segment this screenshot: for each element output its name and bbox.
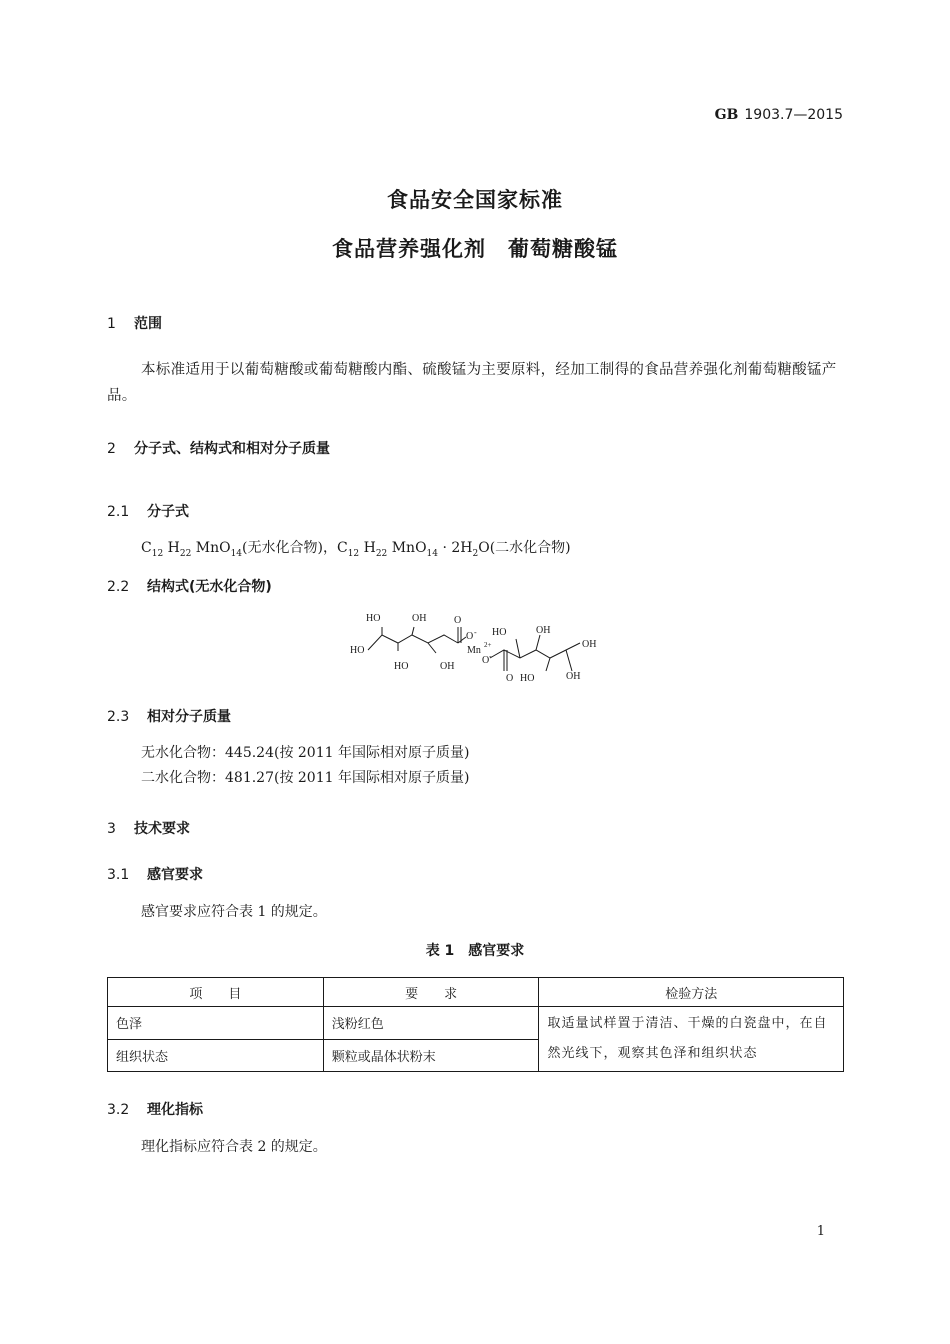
section-title: 理化指标 bbox=[147, 1102, 203, 1118]
atom-label: OH bbox=[566, 671, 581, 682]
section-title: 范围 bbox=[134, 316, 162, 332]
atom-label: HO bbox=[366, 613, 381, 624]
column-header-method: 检验方法 bbox=[539, 978, 844, 1007]
section-1-heading bbox=[107, 313, 162, 333]
section-number: 1 bbox=[107, 316, 116, 332]
section-title: 分子式、结构式和相对分子质量 bbox=[134, 441, 330, 457]
section-title: 结构式(无水化合物) bbox=[147, 579, 272, 595]
standard-number bbox=[715, 107, 843, 123]
structure-labels bbox=[350, 613, 596, 684]
section-2-1-heading bbox=[107, 501, 189, 521]
column-header-requirement: 要 求 bbox=[323, 978, 539, 1007]
section-number: 2 bbox=[107, 441, 116, 457]
cell-item: 组织状态 bbox=[108, 1039, 324, 1072]
section-1-text: 本标准适用于以葡萄糖酸或葡萄糖酸内酯、硫酸锰为主要原料，经加工制得的食品营养强化剂葡萄糖酸锰产品。 bbox=[107, 362, 837, 404]
formula-dihydrate-note: (二水化合物) bbox=[489, 540, 571, 556]
atom-label: OH bbox=[440, 661, 455, 672]
atom-label: HO bbox=[492, 627, 507, 638]
atom-label: O bbox=[482, 655, 490, 666]
section-3-1-text: 感官要求应符合表 1 的规定。 bbox=[141, 904, 327, 920]
table-1-caption: 表 1 感官要求 bbox=[425, 943, 525, 959]
section-number: 2.2 bbox=[107, 579, 130, 595]
atom-label: O bbox=[506, 673, 514, 684]
atom-label: OH bbox=[412, 613, 427, 624]
manganese-label: Mn bbox=[467, 645, 481, 656]
section-title: 技术要求 bbox=[134, 821, 190, 837]
formula-anhydrous-note: (无水化合物)， bbox=[242, 540, 337, 556]
section-title: 感官要求 bbox=[147, 867, 203, 883]
section-number: 3.2 bbox=[107, 1102, 130, 1118]
document-subtitle: 食品营养强化剂 葡萄糖酸锰 bbox=[332, 237, 618, 261]
atom-label: OH bbox=[582, 639, 597, 650]
section-number: 3.1 bbox=[107, 867, 130, 883]
molecular-formula: $C_{12}$ $H_{22}$ MnO$_{14}$(无水化合物)，$C_{12}$ $H_{22}$ $MnO_{14} \cdot 2H_2O$(二水化合物) bbox=[141, 540, 571, 559]
section-number: 2.3 bbox=[107, 709, 130, 725]
charge-label: 2+ bbox=[484, 641, 492, 649]
section-3-2-text: 理化指标应符合表 2 的规定。 bbox=[141, 1139, 327, 1155]
table-1 bbox=[107, 977, 844, 1072]
section-2-3-heading bbox=[107, 706, 231, 726]
cell-method: 取适量试样置于清洁、干燥的白瓷盘中，在自然光线下，观察其色泽和组织状态 bbox=[539, 1007, 844, 1072]
column-header-item: 项 目 bbox=[108, 978, 324, 1007]
section-number: 3 bbox=[107, 821, 116, 837]
structural-formula bbox=[340, 605, 610, 685]
cell-requirement: 浅粉红色 bbox=[323, 1007, 539, 1040]
atom-label: HO bbox=[394, 661, 409, 672]
standard-prefix: GB bbox=[714, 107, 739, 123]
atom-label: O bbox=[466, 631, 474, 642]
charge-label: - bbox=[474, 628, 477, 637]
charge-label: - bbox=[489, 652, 492, 661]
section-2-2-heading bbox=[107, 576, 272, 596]
section-2-heading bbox=[107, 438, 330, 458]
atom-label: HO bbox=[350, 645, 365, 656]
cell-requirement: 颗粒或晶体状粉末 bbox=[323, 1039, 539, 1072]
section-number: 2.1 bbox=[107, 504, 130, 520]
cell-item: 色泽 bbox=[108, 1007, 324, 1040]
atom-label: O bbox=[454, 615, 462, 626]
atom-label: HO bbox=[520, 673, 535, 684]
section-3-1-heading bbox=[107, 864, 203, 884]
section-title: 分子式 bbox=[147, 504, 189, 520]
mass-anhydrous: 无水化合物：445.24(按 2011 年国际相对原子质量) bbox=[141, 745, 470, 761]
standard-code: 1903.7—2015 bbox=[744, 107, 843, 123]
section-3-heading bbox=[107, 818, 190, 838]
table-row bbox=[108, 1007, 844, 1040]
section-3-2-heading bbox=[107, 1099, 203, 1119]
atom-label: OH bbox=[536, 625, 551, 636]
mass-dihydrate: 二水化合物：481.27(按 2011 年国际相对原子质量) bbox=[141, 770, 470, 786]
document-title: 食品安全国家标准 bbox=[387, 188, 563, 212]
table-header-row bbox=[108, 978, 844, 1007]
section-title: 相对分子质量 bbox=[147, 709, 231, 725]
page-number: 1 bbox=[816, 1224, 825, 1239]
